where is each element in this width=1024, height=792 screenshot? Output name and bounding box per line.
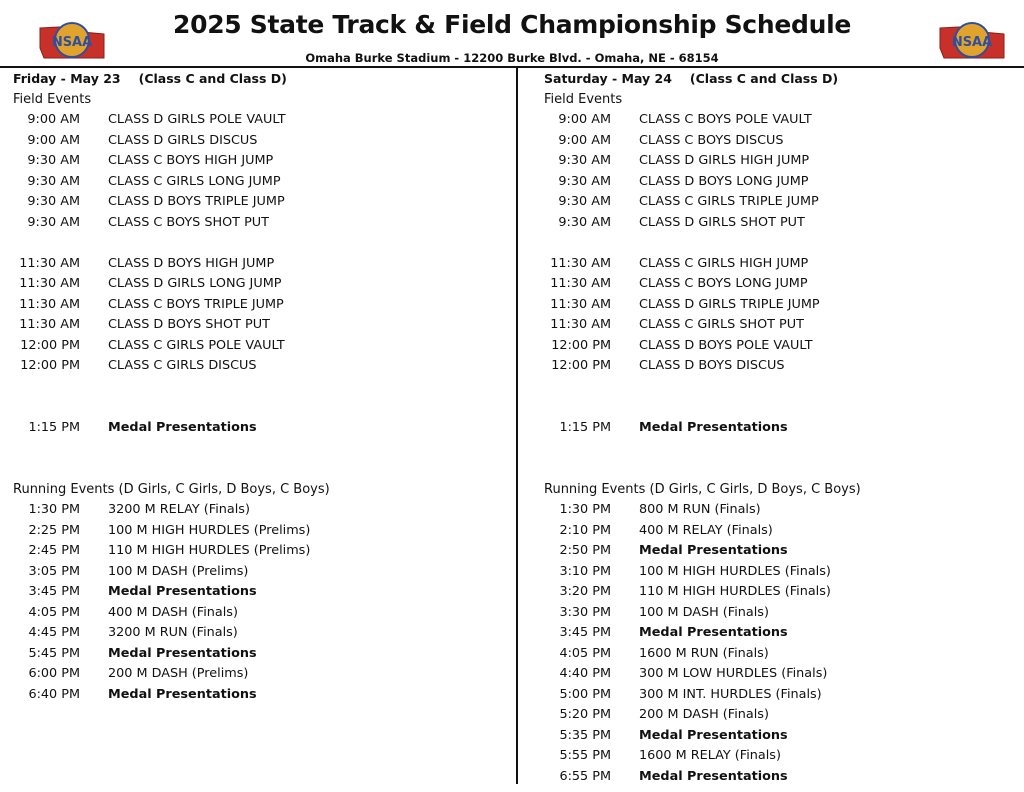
page-title: 2025 State Track & Field Championship Schedule xyxy=(173,10,851,39)
schedule-row xyxy=(13,603,513,624)
schedule-row xyxy=(544,151,1024,172)
field-group-morning xyxy=(13,110,513,233)
day-heading xyxy=(544,69,1024,89)
day-classes: (Class C and Class D) xyxy=(689,71,839,86)
event-name: Medal Presentations xyxy=(108,419,257,435)
field-events-label: Field Events xyxy=(544,92,623,107)
event-name: Medal Presentations xyxy=(108,686,257,702)
venue-subtitle: Omaha Burke Stadium - 12200 Burke Blvd. - Omaha, NE - 68154 xyxy=(305,51,719,65)
event-name: CLASS C BOYS POLE VAULT xyxy=(639,112,812,127)
event-name: CLASS C BOYS TRIPLE JUMP xyxy=(108,296,284,312)
event-name: CLASS D BOYS POLE VAULT xyxy=(639,337,813,353)
schedule-row xyxy=(544,746,1024,767)
schedule-row xyxy=(13,151,513,172)
event-name: 100 M DASH (Finals) xyxy=(639,604,769,620)
schedule-row xyxy=(544,315,1024,336)
schedule-row xyxy=(544,500,1024,521)
schedule-row xyxy=(544,562,1024,583)
schedule-row xyxy=(13,500,513,521)
schedule-row xyxy=(13,192,513,213)
field-events-label: Field Events xyxy=(13,92,92,107)
event-name: 400 M DASH (Finals) xyxy=(108,604,238,620)
event-time: 1:30 PM xyxy=(28,502,80,517)
event-time: 12:00 PM xyxy=(20,337,80,353)
event-name: Medal Presentations xyxy=(108,645,257,661)
schedule-row xyxy=(544,582,1024,603)
field-group-late-morning xyxy=(13,254,513,377)
event-time: 5:55 PM xyxy=(559,748,611,763)
column-divider xyxy=(516,68,518,784)
schedule-row xyxy=(544,644,1024,665)
medal-presentation-row xyxy=(544,623,1024,644)
event-time: 11:30 AM xyxy=(19,276,80,291)
event-name: CLASS D GIRLS POLE VAULT xyxy=(108,112,286,127)
event-time: 9:30 AM xyxy=(27,173,80,189)
medal-presentation-row xyxy=(544,726,1024,747)
event-name: 110 M HIGH HURDLES (Prelims) xyxy=(108,543,311,558)
event-name: Medal Presentations xyxy=(639,419,788,435)
schedule-row xyxy=(13,274,513,295)
event-name: CLASS D GIRLS LONG JUMP xyxy=(108,276,282,291)
schedule-row xyxy=(13,562,513,583)
event-name: CLASS C GIRLS DISCUS xyxy=(108,358,257,373)
event-time: 11:30 AM xyxy=(550,276,611,291)
event-time: 11:30 AM xyxy=(550,255,611,271)
event-time: 9:30 AM xyxy=(558,153,611,168)
running-events-label: Running Events (D Girls, C Girls, D Boys, C Boys) xyxy=(544,482,861,497)
schedule-row xyxy=(544,213,1024,234)
saturday-schedule xyxy=(544,69,1024,787)
medal-presentation-row xyxy=(544,541,1024,562)
event-time: 4:05 PM xyxy=(559,645,611,661)
medal-presentation-row xyxy=(13,685,513,706)
schedule-row xyxy=(13,110,513,131)
event-name: CLASS C GIRLS TRIPLE JUMP xyxy=(639,194,819,209)
event-time: 9:30 AM xyxy=(558,214,611,230)
schedule-row xyxy=(13,541,513,562)
schedule-row xyxy=(544,664,1024,685)
day-label: Friday - May 23 xyxy=(13,71,121,86)
running-events-list xyxy=(544,500,1024,787)
event-name: CLASS C BOYS LONG JUMP xyxy=(639,276,808,291)
event-time: 5:35 PM xyxy=(559,727,611,743)
event-time: 1:15 PM xyxy=(559,419,611,435)
schedule-row xyxy=(544,705,1024,726)
event-name: CLASS C GIRLS HIGH JUMP xyxy=(639,255,809,271)
schedule-row xyxy=(13,521,513,542)
event-name: Medal Presentations xyxy=(108,584,257,599)
event-name: 300 M INT. HURDLES (Finals) xyxy=(639,686,822,702)
event-time: 9:30 AM xyxy=(27,194,80,209)
event-time: 6:40 PM xyxy=(28,686,80,702)
event-name: 1600 M RUN (Finals) xyxy=(639,645,769,661)
event-time: 3:20 PM xyxy=(559,584,611,599)
event-name: CLASS D GIRLS DISCUS xyxy=(108,132,258,148)
event-time: 5:45 PM xyxy=(28,645,80,661)
schedule-row xyxy=(13,356,513,377)
schedule-row xyxy=(544,336,1024,357)
schedule-row xyxy=(544,254,1024,275)
medal-presentation-row xyxy=(13,582,513,603)
event-name: 1600 M RELAY (Finals) xyxy=(639,748,781,763)
event-time: 12:00 PM xyxy=(551,358,611,373)
event-name: CLASS C BOYS HIGH JUMP xyxy=(108,153,274,168)
event-time: 4:45 PM xyxy=(28,625,80,640)
event-time: 3:30 PM xyxy=(559,604,611,620)
schedule-row xyxy=(544,521,1024,542)
event-name: CLASS D GIRLS HIGH JUMP xyxy=(639,153,810,168)
event-name: CLASS C BOYS DISCUS xyxy=(639,132,784,148)
running-events-list xyxy=(13,500,513,705)
event-time: 2:45 PM xyxy=(28,543,80,558)
event-name: CLASS D BOYS SHOT PUT xyxy=(108,317,270,332)
event-time: 9:00 AM xyxy=(27,112,80,127)
event-time: 5:00 PM xyxy=(559,686,611,702)
event-time: 2:25 PM xyxy=(28,522,80,538)
event-time: 9:00 AM xyxy=(558,112,611,127)
schedule-row xyxy=(544,172,1024,193)
field-group-late-morning xyxy=(544,254,1024,377)
event-time: 9:30 AM xyxy=(27,214,80,230)
day-classes: (Class C and Class D) xyxy=(138,71,287,86)
event-time: 11:30 AM xyxy=(19,296,80,312)
schedule-row xyxy=(544,295,1024,316)
event-name: 100 M HIGH HURDLES (Finals) xyxy=(639,563,831,579)
schedule-row xyxy=(544,110,1024,131)
schedule-row xyxy=(544,131,1024,152)
event-time: 9:00 AM xyxy=(27,132,80,148)
schedule-row xyxy=(544,192,1024,213)
event-name: 100 M HIGH HURDLES (Prelims) xyxy=(108,522,311,538)
event-name: 300 M LOW HURDLES (Finals) xyxy=(639,666,828,681)
schedule-row xyxy=(544,356,1024,377)
event-time: 4:40 PM xyxy=(559,666,611,681)
schedule-row xyxy=(13,664,513,685)
event-name: CLASS D BOYS TRIPLE JUMP xyxy=(108,194,285,209)
event-name: Medal Presentations xyxy=(639,543,788,558)
schedule-row xyxy=(13,623,513,644)
schedule-row xyxy=(13,213,513,234)
event-name: CLASS C GIRLS SHOT PUT xyxy=(639,317,804,332)
event-name: 800 M RUN (Finals) xyxy=(639,502,761,517)
running-events-label: Running Events (D Girls, C Girls, D Boys, C Boys) xyxy=(13,482,330,497)
event-name: Medal Presentations xyxy=(639,768,788,784)
event-name: 100 M DASH (Prelims) xyxy=(108,563,249,579)
event-name: CLASS C BOYS SHOT PUT xyxy=(108,214,269,230)
event-time: 5:20 PM xyxy=(559,707,611,722)
schedule-row xyxy=(13,131,513,152)
schedule-row xyxy=(13,336,513,357)
event-name: CLASS D GIRLS SHOT PUT xyxy=(639,214,805,230)
event-time: 6:00 PM xyxy=(28,666,80,681)
field-group-morning xyxy=(544,110,1024,233)
schedule-row xyxy=(13,295,513,316)
event-time: 3:45 PM xyxy=(559,625,611,640)
event-time: 1:30 PM xyxy=(559,502,611,517)
schedule-row xyxy=(544,274,1024,295)
event-name: 400 M RELAY (Finals) xyxy=(639,522,773,538)
event-time: 2:50 PM xyxy=(559,543,611,558)
event-time: 3:10 PM xyxy=(559,563,611,579)
event-time: 9:30 AM xyxy=(27,153,80,168)
medal-presentation-row xyxy=(544,418,1024,439)
event-time: 11:30 AM xyxy=(550,317,611,332)
event-time: 4:05 PM xyxy=(28,604,80,620)
event-time: 1:15 PM xyxy=(28,419,80,435)
event-time: 11:30 AM xyxy=(19,317,80,332)
logo-text-left: NSAA xyxy=(51,35,93,50)
event-time: 11:30 AM xyxy=(550,296,611,312)
schedule-row xyxy=(13,254,513,275)
event-time: 9:30 AM xyxy=(558,173,611,189)
event-name: Medal Presentations xyxy=(639,625,788,640)
event-time: 9:00 AM xyxy=(558,132,611,148)
event-time: 12:00 PM xyxy=(20,358,80,373)
event-time: 6:55 PM xyxy=(559,768,611,784)
event-time: 11:30 AM xyxy=(19,255,80,271)
day-heading xyxy=(13,69,513,89)
day-label: Saturday - May 24 xyxy=(544,71,672,86)
event-time: 12:00 PM xyxy=(551,337,611,353)
event-name: 200 M DASH (Finals) xyxy=(639,707,769,722)
logo-text-right: NSAA xyxy=(951,35,993,50)
event-name: 200 M DASH (Prelims) xyxy=(108,666,249,681)
event-name: CLASS D BOYS HIGH JUMP xyxy=(108,255,275,271)
event-name: 3200 M RELAY (Finals) xyxy=(108,502,250,517)
event-name: CLASS D BOYS LONG JUMP xyxy=(639,173,809,189)
schedule-row xyxy=(544,603,1024,624)
event-name: Medal Presentations xyxy=(639,727,788,743)
medal-presentation-row xyxy=(544,767,1024,788)
event-name: 3200 M RUN (Finals) xyxy=(108,625,238,640)
schedule-row xyxy=(544,685,1024,706)
medal-presentation-row xyxy=(13,644,513,665)
schedule-row xyxy=(13,172,513,193)
event-name: 110 M HIGH HURDLES (Finals) xyxy=(639,584,831,599)
event-name: CLASS C GIRLS POLE VAULT xyxy=(108,337,285,353)
event-name: CLASS D GIRLS TRIPLE JUMP xyxy=(639,296,820,312)
event-time: 9:30 AM xyxy=(558,194,611,209)
event-time: 2:10 PM xyxy=(559,522,611,538)
event-time: 3:05 PM xyxy=(28,563,80,579)
header-divider xyxy=(0,66,1024,68)
schedule-row xyxy=(13,315,513,336)
medal-presentation-row xyxy=(13,418,513,439)
friday-schedule xyxy=(13,69,513,705)
event-time: 3:45 PM xyxy=(28,584,80,599)
event-name: CLASS C GIRLS LONG JUMP xyxy=(108,173,281,189)
event-name: CLASS D BOYS DISCUS xyxy=(639,358,785,373)
